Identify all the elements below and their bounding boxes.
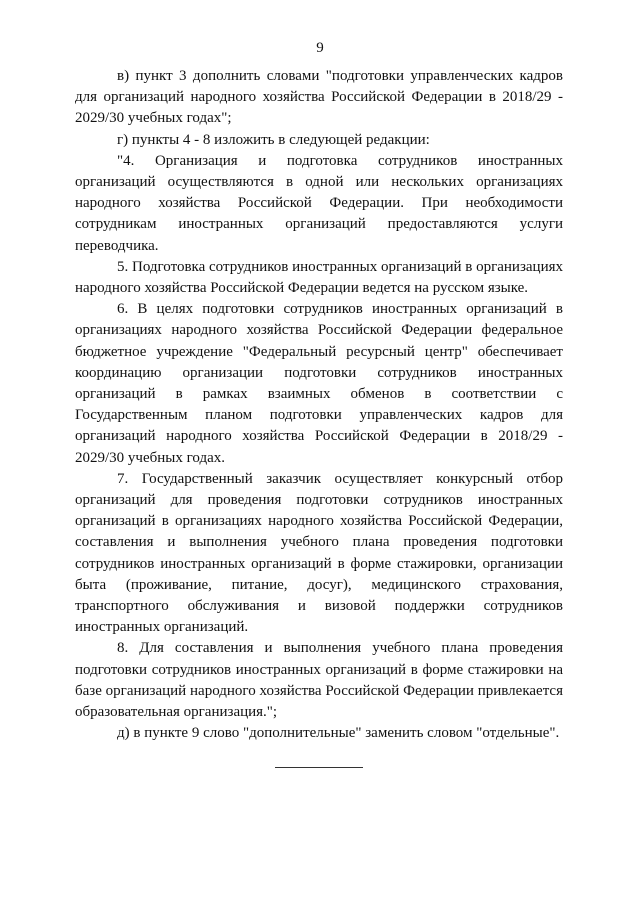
document-body xyxy=(75,66,563,745)
paragraph-item-8: 8. Для составления и выполнения учебного плана проведения подготовки сотрудников иностранных организаций в форме стажировки на базе организаций народного хозяйства Российской Федерации привлекается образовательная организация."; xyxy=(75,640,563,721)
paragraph-amendment-g: г) пункты 4 - 8 изложить в следующей редакции: xyxy=(117,131,430,148)
paragraph-item-4: "4. Организация и подготовка сотрудников иностранных организаций осуществляются в одной или нескольких организациях народного хозяйства Российской Федерации. При необходимости сотрудникам иностранных организаций предоставляются услуги переводчика. xyxy=(75,152,563,254)
paragraph-item-6: 6. В целях подготовки сотрудников иностранных организаций в организациях народного хозяйства Российской Федерации федеральное бюджетное учреждение "Федеральный ресурсный центр" обеспечивает координацию организации подготовки сотрудников иностранных организаций в рамках взаимных обменов в соответствии с Государственным планом подготовки управленческих кадров для организаций народного хозяйства Российской Федерации в 2018/29 - 2029/30 учебных годах. xyxy=(75,301,563,466)
page-number: 9 xyxy=(316,40,324,56)
paragraph-amendment-d: д) в пункте 9 слово "дополнительные" заменить словом "отдельные". xyxy=(117,725,560,742)
paragraph-item-5: 5. Подготовка сотрудников иностранных организаций в организациях народного хозяйства Российской Федерации ведется на русском языке. xyxy=(75,258,564,297)
paragraph-item-7: 7. Государственный заказчик осуществляет конкурсный отбор организаций для проведения подготовки сотрудников иностранных организаций в организациях народного хозяйства Российской Федерации, составления и выполнения учебного плана проведения подготовки сотрудников иностранных организаций в форме стажировки, организации быта (проживание, питание, досуг), медицинского страхования, транспортного обслуживания и визовой поддержки сотрудников иностранных организаций. xyxy=(75,470,563,636)
paragraph-amendment-v: в) пункт 3 дополнить словами "подготовки управленческих кадров для организаций народного хозяйства Российской Федерации в 2018/29 - 2029/30 учебных годах"; xyxy=(75,68,563,127)
end-separator-line xyxy=(275,767,363,768)
